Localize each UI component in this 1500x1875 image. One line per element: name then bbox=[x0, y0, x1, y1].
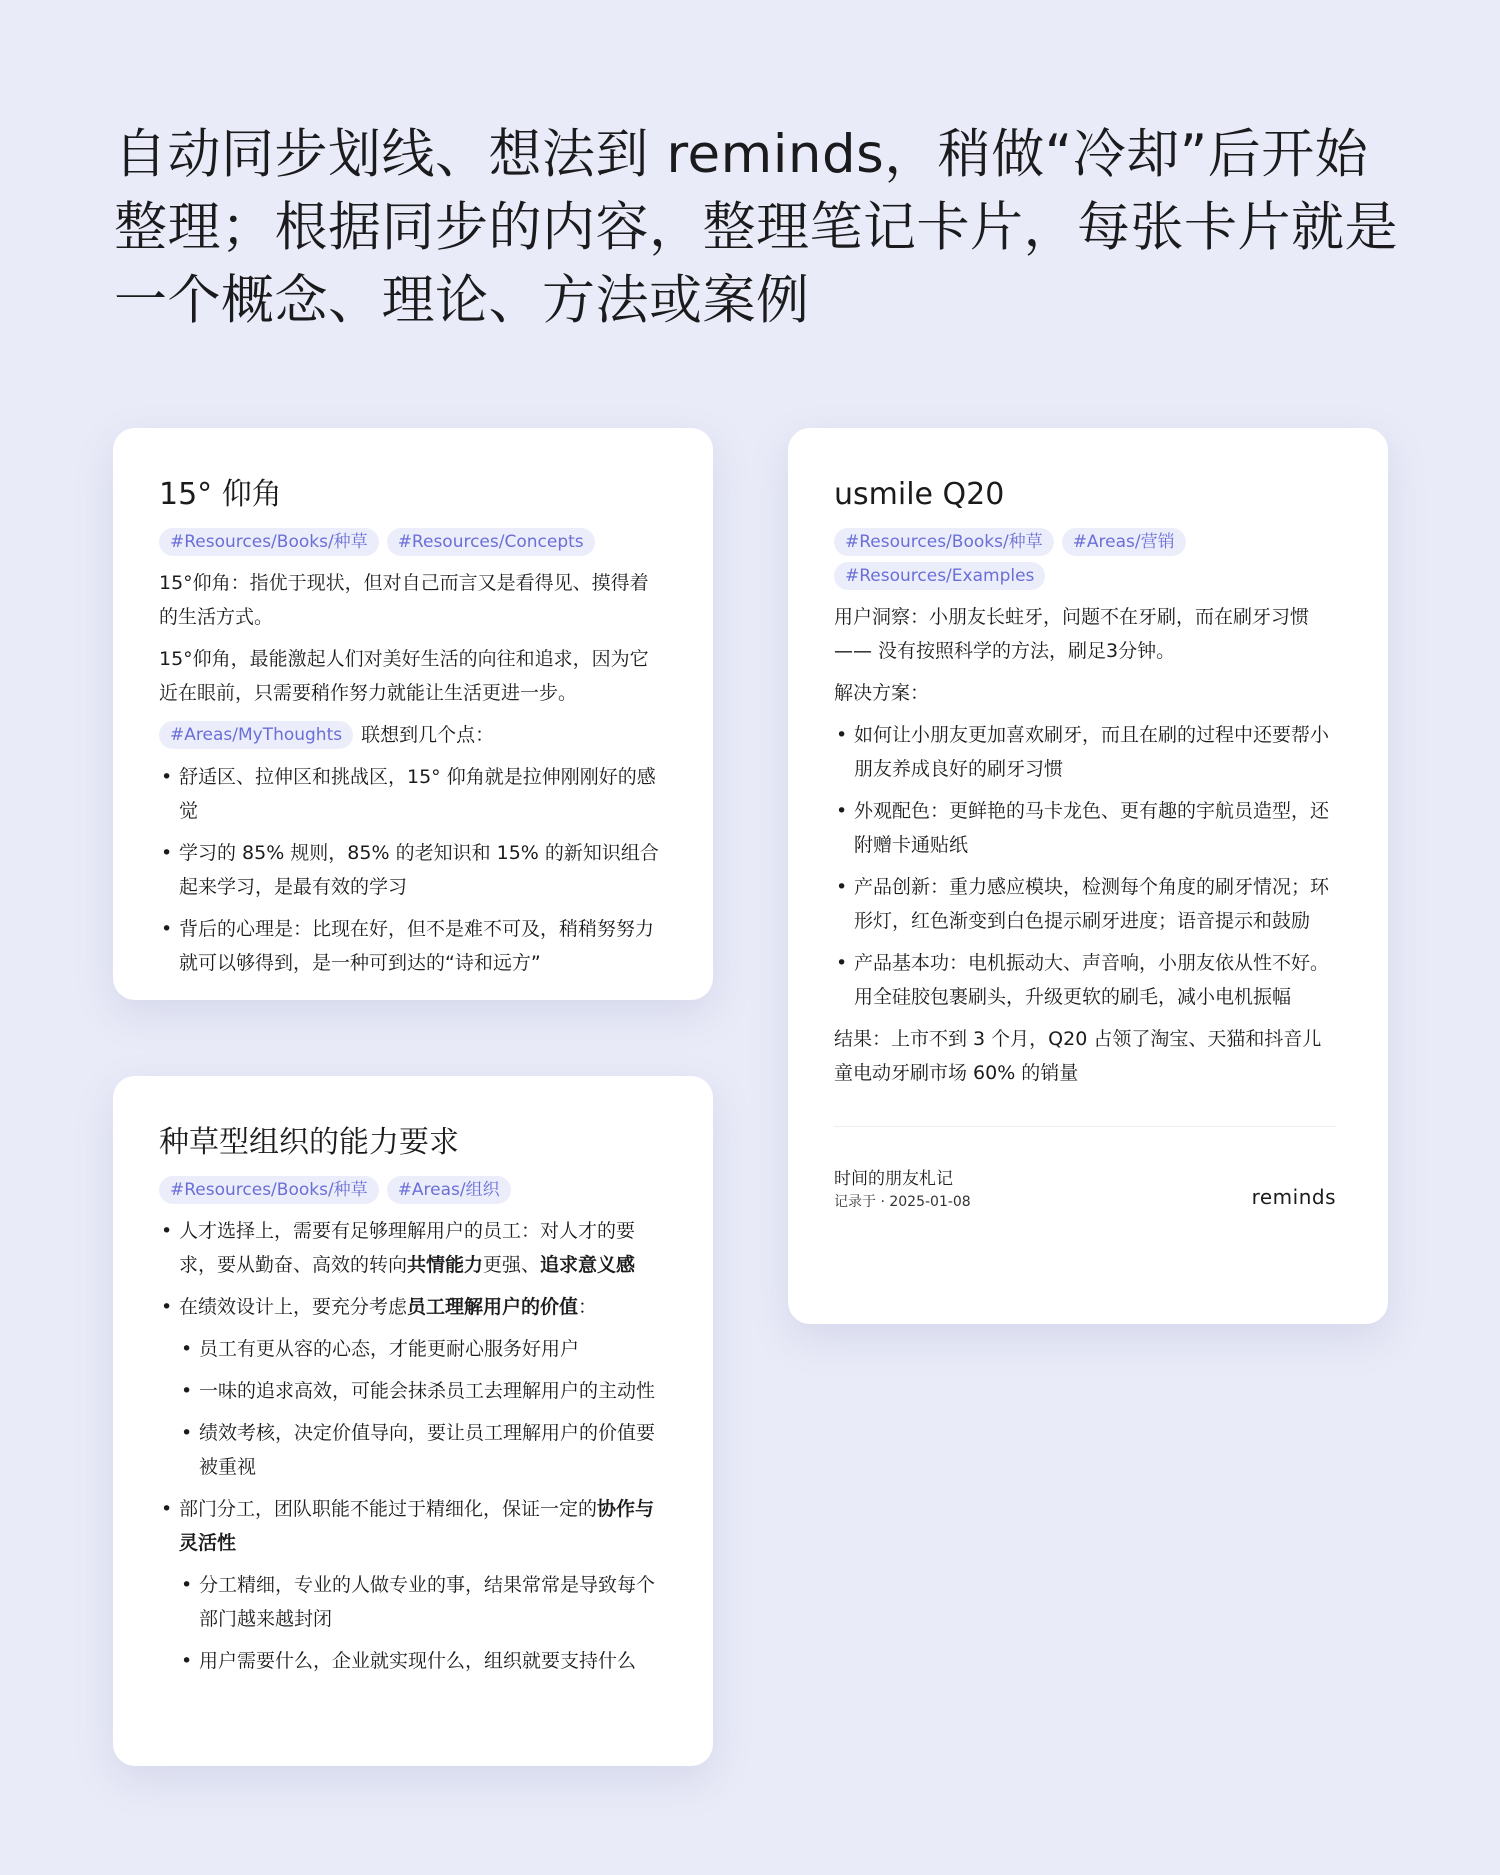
sub-list-item: • 分工精细，专业的人做专业的事，结果常常是导致每个部门越来越封闭 bbox=[159, 1568, 667, 1636]
list-item: • 舒适区、拉伸区和挑战区，15° 仰角就是拉伸刚刚好的感觉 bbox=[159, 760, 667, 828]
tag[interactable]: #Areas/MyThoughts bbox=[159, 721, 353, 749]
tag-list bbox=[159, 528, 667, 556]
tag-list bbox=[834, 528, 1336, 590]
card-paragraph: 结果：上市不到 3 个月，Q20 占领了淘宝、天猫和抖音儿童电动牙刷市场 60% 的销量 bbox=[834, 1028, 1322, 1084]
brand-logo: reminds bbox=[1251, 1185, 1336, 1209]
card-paragraph: 联想到几个点： bbox=[361, 724, 495, 746]
note-card-organization[interactable] bbox=[113, 1076, 713, 1766]
list-item: • 在绩效设计上，要充分考虑员工理解用户的价值： bbox=[159, 1290, 667, 1324]
bullet-list bbox=[159, 1214, 667, 1678]
list-item: • 学习的 85% 规则，85% 的老知识和 15% 的新知识组合起来学习，是最有效的学习 bbox=[159, 836, 667, 904]
card-footer bbox=[834, 1167, 1336, 1213]
thoughts-row bbox=[159, 718, 667, 752]
list-item: • 产品基本功：电机振动大、声音响，小朋友依从性不好。用全硅胶包裹刷头，升级更软的刷毛，减小电机振幅 bbox=[834, 946, 1336, 1014]
record-date: 记录于 · 2025-01-08 bbox=[834, 1194, 971, 1210]
tag-list bbox=[159, 1176, 667, 1204]
card-title: 种草型组织的能力要求 bbox=[159, 1125, 459, 1160]
sub-list-item: • 绩效考核，决定价值导向，要让员工理解用户的价值要被重视 bbox=[159, 1416, 667, 1484]
card-title: 15° 仰角 bbox=[159, 477, 282, 512]
tag[interactable]: #Resources/Concepts bbox=[387, 528, 595, 556]
card-title: usmile Q20 bbox=[834, 477, 1005, 512]
sub-list-item: • 员工有更从容的心态，才能更耐心服务好用户 bbox=[159, 1332, 667, 1366]
card-paragraph: 15°仰角，最能激起人们对美好生活的向往和追求，因为它近在眼前，只需要稍作努力就能让生活更进一步。 bbox=[159, 648, 649, 704]
card-paragraph: 用户洞察：小朋友长蛀牙，问题不在牙刷，而在刷牙习惯 —— 没有按照科学的方法，刷足3分钟。 bbox=[834, 606, 1310, 662]
sub-list-item: • 用户需要什么，企业就实现什么，组织就要支持什么 bbox=[159, 1644, 667, 1678]
bullet-list bbox=[834, 718, 1336, 1014]
note-card-15-degree[interactable] bbox=[113, 428, 713, 1000]
divider bbox=[834, 1126, 1336, 1127]
sub-list-item: • 一味的追求高效，可能会抹杀员工去理解用户的主动性 bbox=[159, 1374, 667, 1408]
list-item: • 部门分工，团队职能不能过于精细化，保证一定的协作与灵活性 bbox=[159, 1492, 667, 1560]
tag[interactable]: #Areas/营销 bbox=[1062, 528, 1186, 556]
source-block bbox=[834, 1167, 971, 1213]
bullet-list bbox=[159, 760, 667, 980]
list-item: • 外观配色：更鲜艳的马卡龙色、更有趣的宇航员造型，还附赠卡通贴纸 bbox=[834, 794, 1336, 862]
note-card-usmile[interactable] bbox=[788, 428, 1388, 1324]
tag[interactable]: #Resources/Books/种草 bbox=[834, 528, 1054, 556]
tag[interactable]: #Resources/Examples bbox=[834, 562, 1045, 590]
source-name: 时间的朋友札记 bbox=[834, 1169, 953, 1189]
list-item: • 背后的心理是：比现在好，但不是难不可及，稍稍努努力就可以够得到，是一种可到达的“诗和远方” bbox=[159, 912, 667, 980]
tag[interactable]: #Resources/Books/种草 bbox=[159, 528, 379, 556]
tag[interactable]: #Resources/Books/种草 bbox=[159, 1176, 379, 1204]
card-paragraph: 解决方案： bbox=[834, 682, 930, 704]
list-item: • 人才选择上，需要有足够理解用户的员工：对人才的要求，要从勤奋、高效的转向共情能力更强、追求意义感 bbox=[159, 1214, 667, 1282]
card-paragraph: 15°仰角：指优于现状，但对自己而言又是看得见、摸得着的生活方式。 bbox=[159, 572, 649, 628]
tag[interactable]: #Areas/组织 bbox=[387, 1176, 511, 1204]
list-item: • 如何让小朋友更加喜欢刷牙，而且在刷的过程中还要帮小朋友养成良好的刷牙习惯 bbox=[834, 718, 1336, 786]
page-headline: 自动同步划线、想法到 reminds，稍做“冷却”后开始整理；根据同步的内容，整理笔记卡片，每张卡片就是一个概念、理论、方法或案例 bbox=[114, 124, 1398, 331]
list-item: • 产品创新：重力感应模块，检测每个角度的刷牙情况；环形灯，红色渐变到白色提示刷牙进度；语音提示和鼓励 bbox=[834, 870, 1336, 938]
